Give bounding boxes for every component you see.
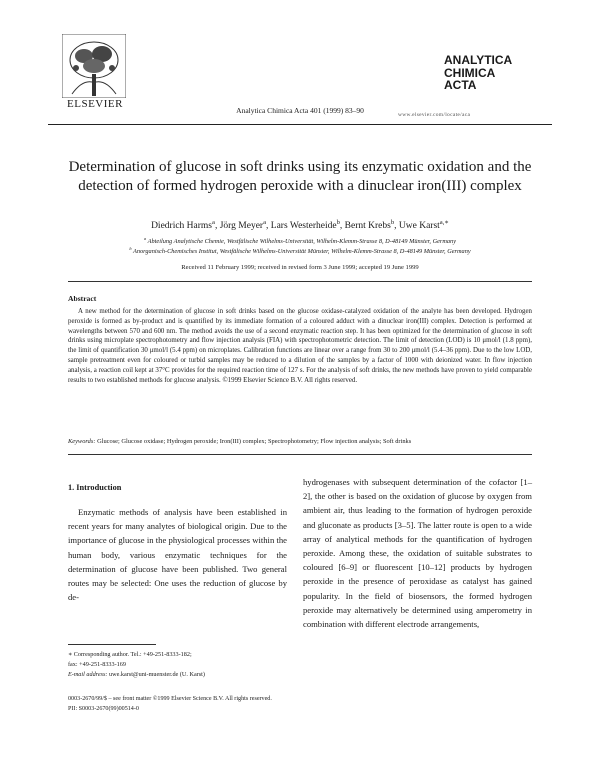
pii-line: PII: S0003-2670(99)00514-0	[68, 706, 139, 712]
author-list: Diedrich Harms$^a$, Jörg Meyer$^a$, Lars Westerheide$^b$, Bernt Krebs$^b$, Uwe Karst$^{a,∗}$	[151, 218, 449, 231]
affiliation-mark: a	[144, 235, 147, 241]
fax-note: fax: +49-251-8333-169	[68, 661, 126, 668]
author-affil-mark: b	[336, 218, 340, 226]
author-affil-mark: a	[263, 218, 267, 226]
intro-column-left: Enzymatic methods of analysis have been established in recent years for many analytes of biological origin. Due to the importance of glucose in the physiological processes within the human body, various enzymatic techniques for the determination of glucose have been published. Two general routes may be selected: One uses the reduction of glucose by de-	[68, 507, 287, 603]
email-label: E-mail address:	[68, 671, 108, 678]
keywords	[68, 437, 532, 446]
header-rule	[48, 124, 552, 125]
keywords-rule	[68, 454, 532, 455]
affiliation-mark: b	[129, 245, 132, 251]
affiliation-text: Anorganisch-Chemisches Institut, Westfälische Wilhelms-Universität Münster, Wilhelm-Klemm-Strasse 8, D-48149 Münster, Germany	[133, 248, 471, 255]
author-name: Jörg Meyer	[219, 221, 264, 231]
abstract-rule	[68, 281, 532, 282]
section-heading: 1. Introduction	[68, 483, 122, 492]
email-address[interactable]: uwe.karst@uni-muenster.de (U. Karst)	[109, 671, 205, 678]
journal-title-line: ACTA	[444, 78, 477, 92]
abstract-heading: Abstract	[68, 294, 97, 303]
journal-title-line: ANALYTICA	[444, 53, 513, 67]
publisher-name: ELSEVIER	[67, 98, 123, 110]
corresponding-author-note: ∗ Corresponding author. Tel.: +49-251-8333-182;	[68, 651, 192, 658]
journal-title-block	[444, 54, 554, 92]
author-name: Bernt Krebs	[344, 221, 391, 231]
author-name: Diedrich Harms	[151, 221, 213, 231]
email-note	[68, 671, 288, 680]
journal-title-line: CHIMICA	[444, 65, 496, 80]
author-name: Uwe Karst	[398, 221, 440, 231]
author-affil-mark: a	[212, 218, 215, 226]
intro-column-right: hydrogenases with subsequent determination of the cofactor [1–2], the other is based on the oxidation of glucose by oxygen from ambient air, thus leading to the formation of hydrogen peroxide and gluconate as products [3–5]. The latter route is open to a wide array of analytical methods for the quantification of hydrogen peroxide. Among these, the oxidation of suitable substrates to coloured [6–9] or fluorescent [10–12] products by hydrogen peroxide in the presence of peroxidase as catalyst has gained popularity. In the field of biosensors, the formed hydrogen peroxide may alternatively be determined using amperometry in combination with different electrode arrangements,	[303, 477, 532, 630]
journal-url[interactable]: www.elsevier.com/locate/aca	[398, 112, 471, 118]
author-name: Lars Westerheide	[270, 221, 337, 231]
elsevier-tree-logo	[62, 34, 126, 98]
keywords-label: Keywords:	[68, 438, 96, 445]
affiliation	[40, 235, 560, 245]
paper-title: Determination of glucose in soft drinks using its enzymatic oxidation and the detection of formed hydrogen peroxide with a dinuclear iron(III) complex	[68, 159, 532, 194]
issn-line: 0003-2670/99/$ – see front matter ©1999 Elsevier Science B.V. All rights reserved.	[68, 696, 272, 702]
affiliation	[40, 245, 560, 255]
author-affil-mark: a,∗	[439, 218, 449, 226]
journal-reference: Analytica Chimica Acta 401 (1999) 83–90	[236, 106, 364, 115]
keywords-text: Glucose; Glucose oxidase; Hydrogen peroxide; Iron(III) complex; Spectrophotometry; Flow injection analysis; Soft drinks	[97, 438, 412, 445]
received-dates: Received 11 February 1999; received in revised form 3 June 1999; accepted 19 June 1999	[181, 264, 419, 271]
abstract-text: A new method for the determination of glucose in soft drinks based on the glucose oxidase-catalyzed oxidation of the analyte has been developed. Hydrogen peroxide is formed as by-product and is quantified by its immediate formation of a coloured adduct with a dinuclear iron(III) complex. Detection is performed at wavelengths between 570 and 600 nm. The method avoids the use of a second enzymatic reaction step. It has been optimized for the determination of glucose in soft drinks using microplate spectrophotometry and flow injection analysis (FIA) with spectrophotometric detection. The limit of detection (LOD) is 10 μmol/l (1.8 ppm), the limit of quantification 30 μmol/l (5.4 ppm) on microplates. Calibration functions are linear over a range from 30 to 200 μmol/l (5.4–36 ppm). Due to the low LOD, sample pretreatment even for coloured or turbid samples may be reduced to a dilution of the samples by a factor of 1000 with deionized water. In flow injection analysis, a reaction coil kept at 37°C provides for the required reaction time of 127 s. For the analysis of soft drinks, the new methods have proven to yield comparable results to two established methods for glucose analysis. ©1999 Elsevier Science B.V. All rights reserved.	[68, 308, 532, 384]
author-affil-mark: b	[390, 218, 395, 226]
affiliation-text: Abteilung Analytische Chemie, Westfälische Wilhelms-Universität, Wilhelm-Klemm-Strasse 8, D-48149 Münster, Germany	[147, 238, 456, 245]
footnote-rule	[68, 644, 156, 645]
